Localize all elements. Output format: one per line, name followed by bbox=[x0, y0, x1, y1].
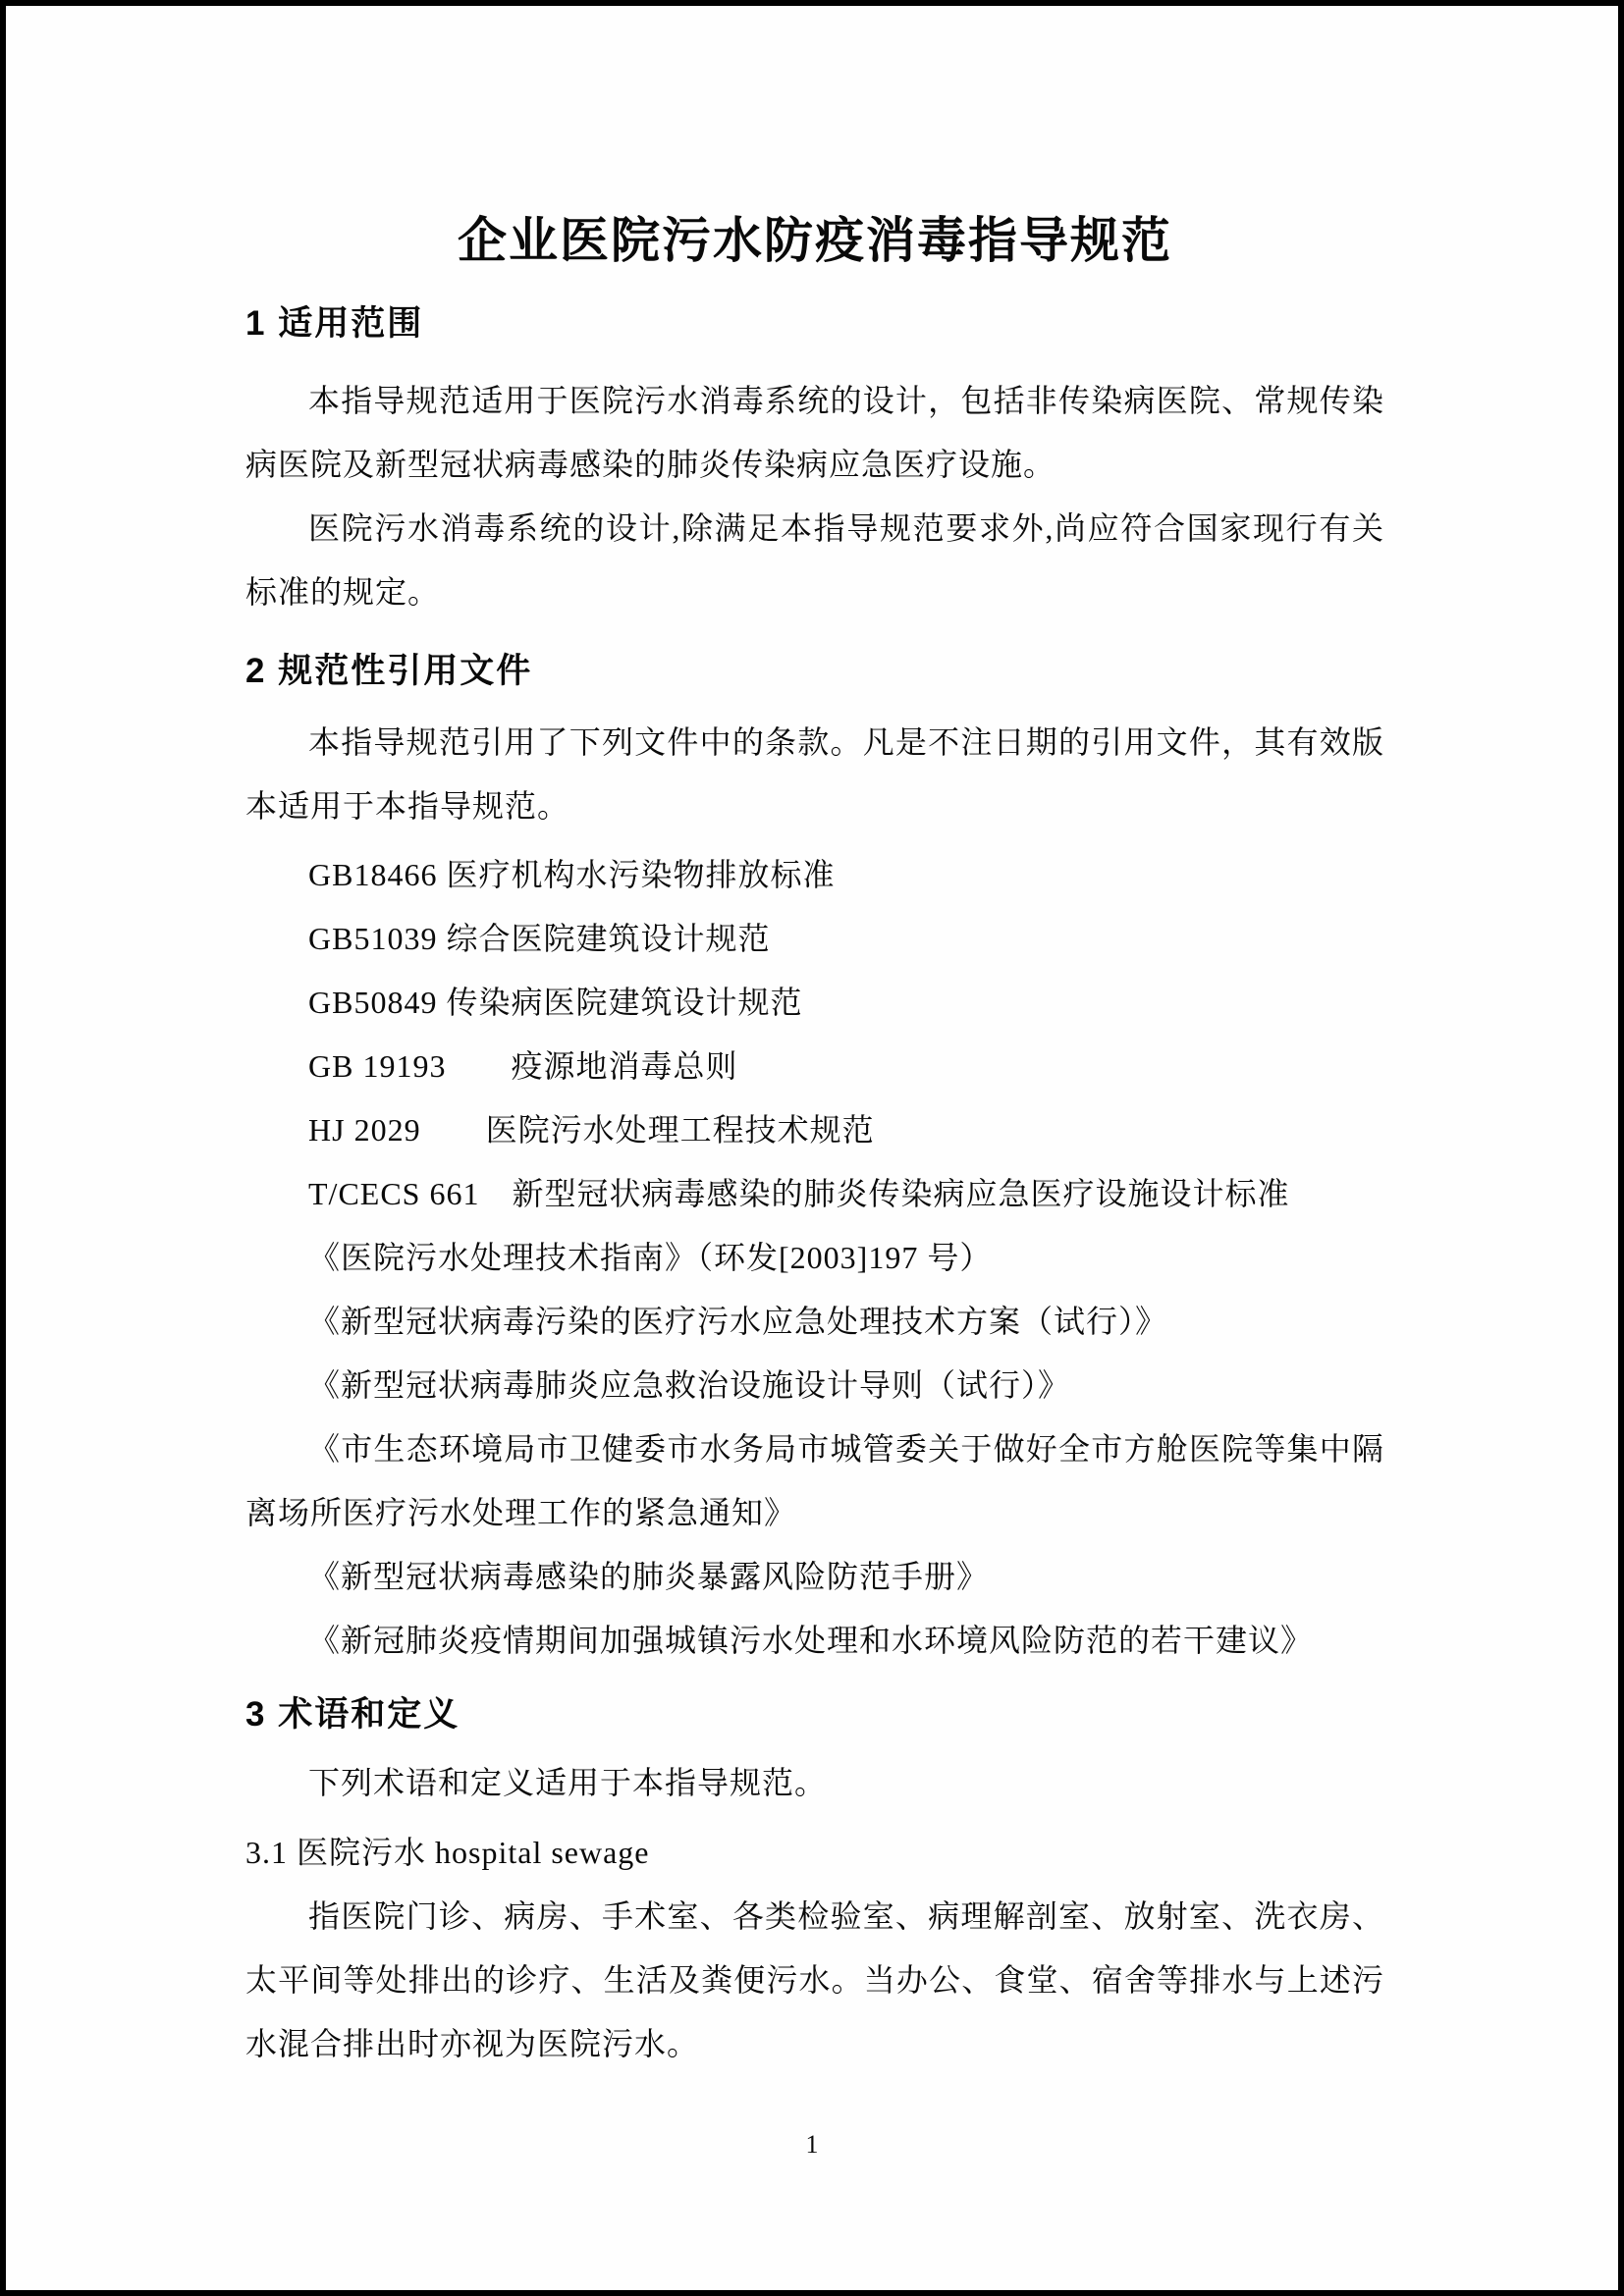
scope-paragraph-2: 医院污水消毒系统的设计,除满足本指导规范要求外,尚应符合国家现行有关标准的规定。 bbox=[245, 510, 1384, 610]
reference-item: GB 19193 疫源地消毒总则 bbox=[308, 1048, 738, 1084]
section-2-heading: 2 规范性引用文件 bbox=[245, 652, 533, 690]
reference-item: 《医院污水处理技术指南》（环发[2003]197 号） bbox=[308, 1240, 993, 1275]
section-scope bbox=[245, 292, 1384, 624]
reference-item: HJ 2029 医院污水处理工程技术规范 bbox=[308, 1112, 875, 1148]
page-number: 1 bbox=[805, 2130, 819, 2159]
document-title: 企业医院污水防疫消毒指导规范 bbox=[458, 213, 1172, 268]
reference-list bbox=[245, 843, 1384, 1673]
term-3-1-definition: 指医院门诊、病房、手术室、各类检验室、病理解剖室、放射室、洗衣房、太平间等处排出的诊疗、生活及粪便污水。当办公、食堂、宿舍等排水与上述污水混合排出时亦视为医院污水。 bbox=[245, 1898, 1384, 2061]
term-3-1-label: 3.1 医院污水 hospital sewage bbox=[245, 1835, 650, 1870]
reference-item: T/CECS 661 新型冠状病毒感染的肺炎传染病应急医疗设施设计标准 bbox=[308, 1176, 1290, 1211]
section-1-heading: 1 适用范围 bbox=[245, 304, 424, 343]
reference-item: GB50849 传染病医院建筑设计规范 bbox=[308, 985, 803, 1020]
terms-intro: 下列术语和定义适用于本指导规范。 bbox=[308, 1765, 828, 1800]
reference-item: 《新冠肺炎疫情期间加强城镇污水处理和水环境风险防范的若干建议》 bbox=[308, 1623, 1314, 1658]
section-3-heading: 3 术语和定义 bbox=[245, 1695, 460, 1734]
reference-item: 《新型冠状病毒肺炎应急救治设施设计导则（试行）》 bbox=[308, 1367, 1071, 1403]
section-normative-references bbox=[245, 639, 1384, 1673]
reference-item: GB18466 医疗机构水污染物排放标准 bbox=[308, 857, 836, 892]
reference-item: 《新型冠状病毒感染的肺炎暴露风险防范手册》 bbox=[308, 1559, 990, 1594]
references-intro: 本指导规范引用了下列文件中的条款。凡是不注日期的引用文件，其有效版本适用于本指导规范。 bbox=[245, 724, 1384, 824]
section-terms-definitions bbox=[245, 1682, 1384, 2076]
reference-item: 《新型冠状病毒污染的医疗污水应急处理技术方案（试行）》 bbox=[308, 1304, 1168, 1339]
reference-item: GB51039 综合医院建筑设计规范 bbox=[308, 921, 771, 956]
reference-item: 《市生态环境局市卫健委市水务局市城管委关于做好全市方舱医院等集中隔离场所医疗污水处理工作的紧急通知》 bbox=[245, 1431, 1384, 1530]
scope-paragraph-1: 本指导规范适用于医院污水消毒系统的设计，包括非传染病医院、常规传染病医院及新型冠状病毒感染的肺炎传染病应急医疗设施。 bbox=[245, 383, 1384, 482]
